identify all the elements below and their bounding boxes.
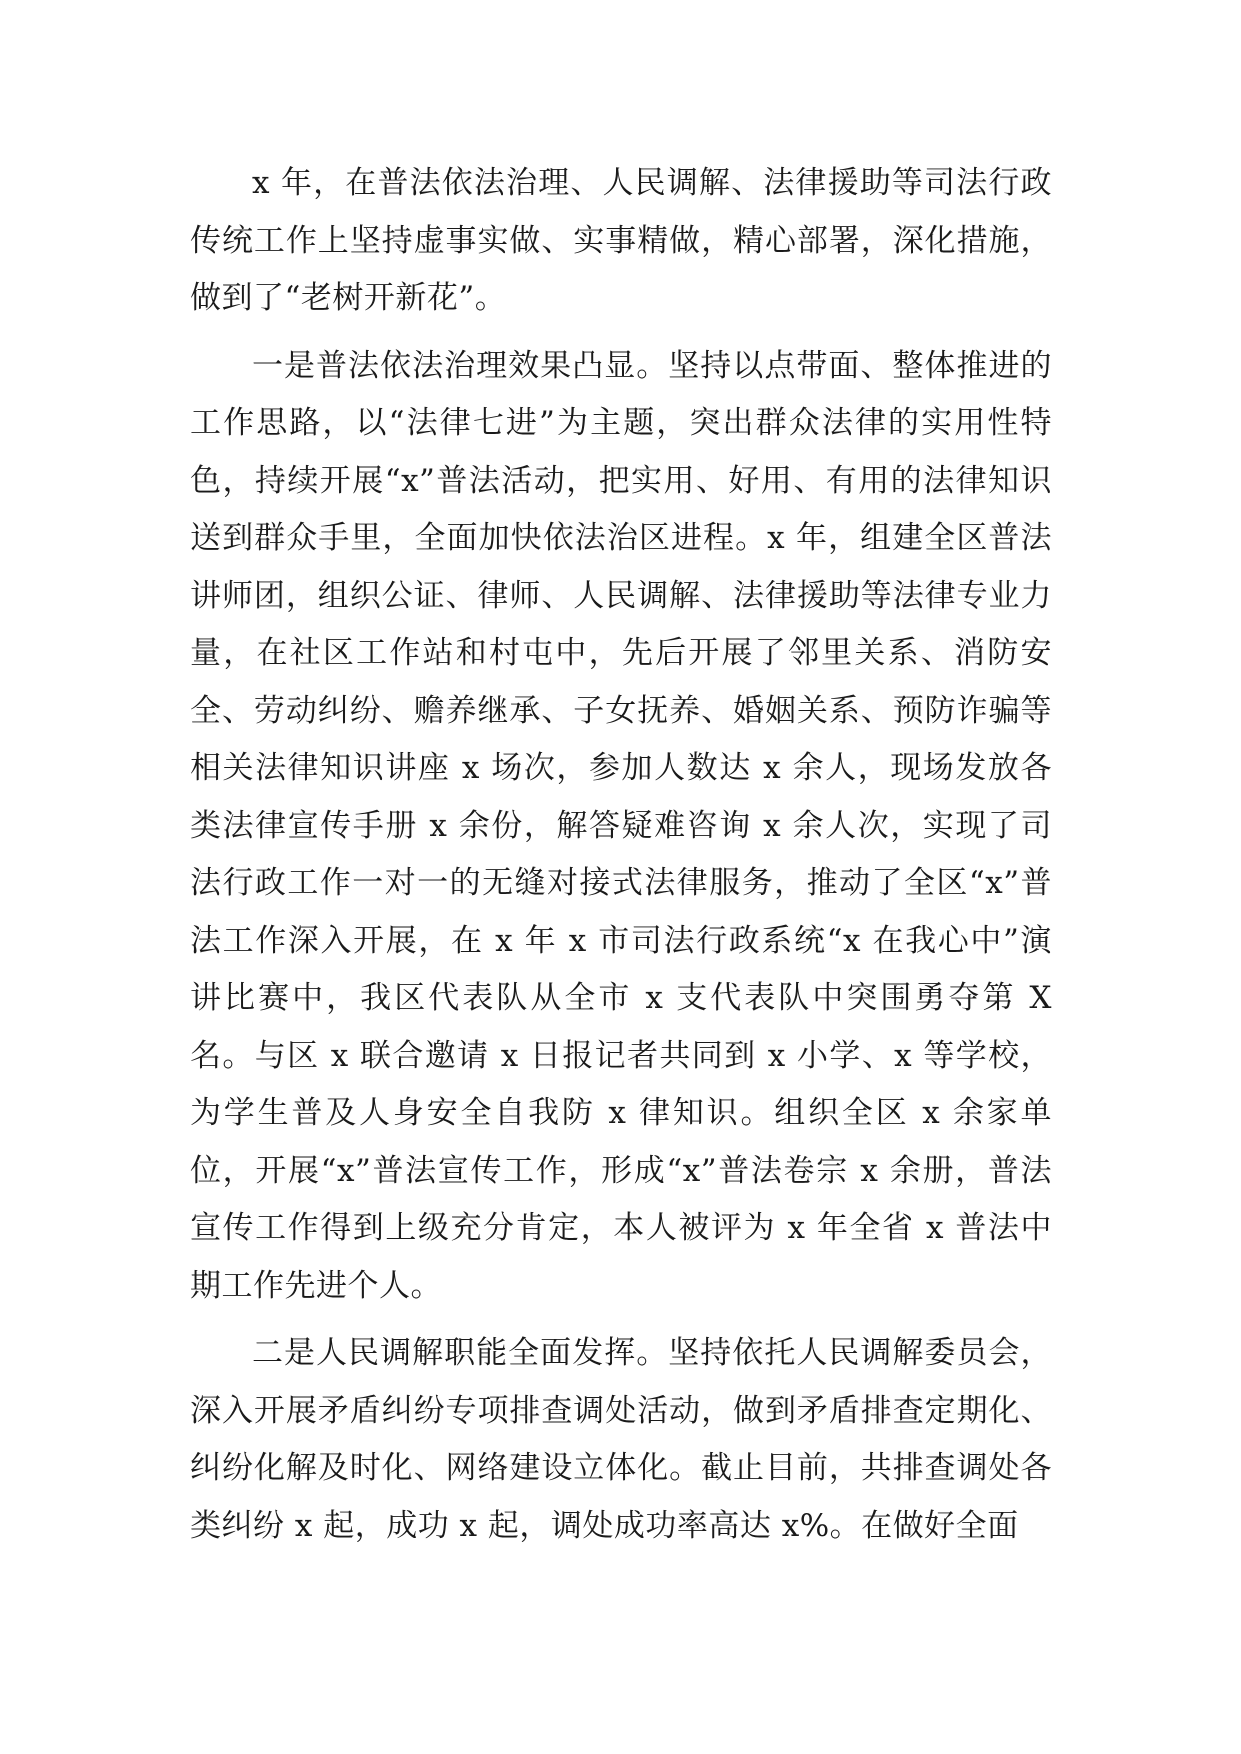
paragraph-legal-education: 一是普法依法治理效果凸显。坚持以点带面、整体推进的工作思路，以“法律七进”为主题，突出群众法律的实用性特色，持续开展“x”普法活动，把实用、好用、有用的法律知识送到群众手里，全面加快依法治区进程。x 年，组建全区普法讲师团，组织公证、律师、人民调解、法律援助等法律专业力量，在社区工作站和村屯中，先后开展了邻里关系、消防安全、劳动纠纷、赡养继承、子女抚养、婚姻关系、预防诈骗等相关法律知识讲座 x 场次，参加人数达 x 余人，现场发放各类法律宣传手册 x 余份，解答疑难咨询 x 余人次，实现了司法行政工作一对一的无缝对接式法律服务，推动了全区“x”普法工作深入开展，在 x 年 x 市司法行政系统“x 在我心中”演讲比赛中，我区代表队从全市 x 支代表队中突围勇夺第 X 名。与区 x 联合邀请 x 日报记者共同到 x 小学、x 等学校，为学生普及人身安全自我防 x 律知识。组织全区 x 余家单位，开展“x”普法宣传工作，形成“x”普法卷宗 x 余册，普法宣传工作得到上级充分肯定，本人被评为 x 年全省 x 普法中期工作先进个人。	[190, 347, 1052, 1304]
document-body	[190, 155, 1052, 1555]
paragraph-intro: x 年，在普法依法治理、人民调解、法律援助等司法行政传统工作上坚持虚事实做、实事精做，精心部署，深化措施，做到了“老树开新花”。	[190, 165, 1052, 316]
paragraph-mediation: 二是人民调解职能全面发挥。坚持依托人民调解委员会，深入开展矛盾纠纷专项排查调处活动，做到矛盾排查定期化、纠纷化解及时化、网络建设立体化。截止目前，共排查调处各类纠纷 x 起，成功 x 起，调处成功率高达 x%。在做好全面	[190, 1335, 1052, 1544]
